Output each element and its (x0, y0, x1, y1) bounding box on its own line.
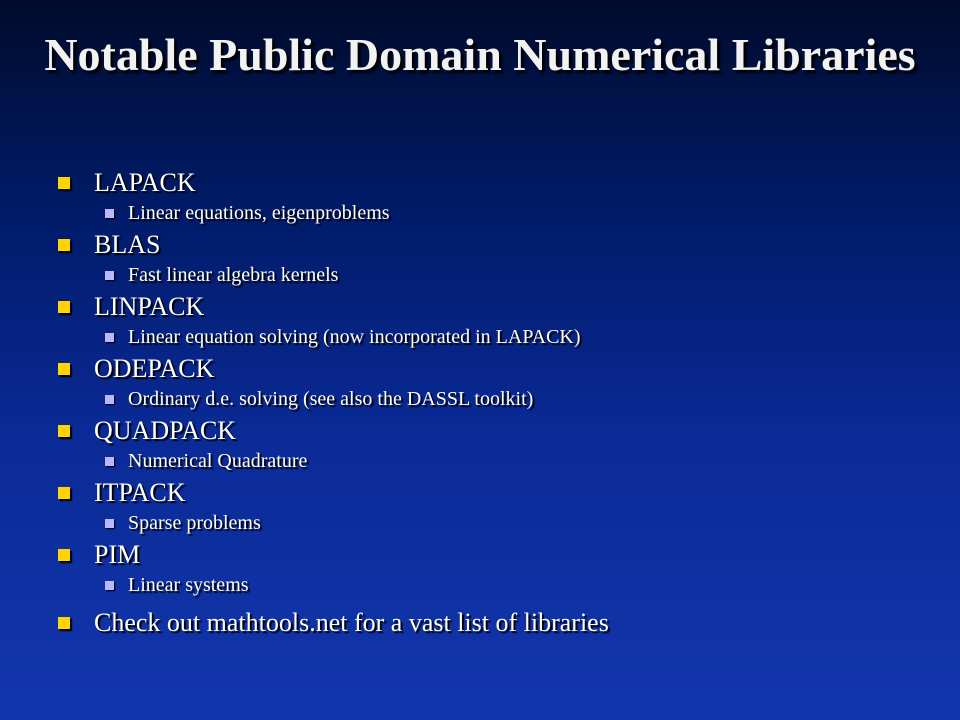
bullet-level1 (58, 477, 938, 508)
bullet-level1 (58, 229, 938, 260)
bullet-sub-label: Linear equations, eigenproblems (128, 202, 390, 224)
bullet-level1 (58, 539, 938, 570)
square-bullet-icon (58, 301, 70, 313)
bullet-sub-label: Linear equation solving (now incorporated in LAPACK) (128, 326, 581, 348)
bullet-sub-label: Ordinary d.e. solving (see also the DASSL toolkit) (128, 388, 534, 410)
list-item-itpack (58, 477, 938, 539)
square-bullet-icon (58, 617, 70, 629)
square-bullet-icon (58, 487, 70, 499)
bullet-level2 (58, 322, 938, 353)
square-bullet-icon (105, 457, 114, 466)
bullet-label: QUADPACK (94, 415, 237, 445)
bullet-level1 (58, 291, 938, 322)
bullet-level1 (58, 607, 938, 638)
list-item-closing (58, 607, 938, 638)
bullet-list (58, 167, 938, 638)
bullet-sub-label: Sparse problems (128, 512, 261, 534)
bullet-sub-label: Fast linear algebra kernels (128, 264, 339, 286)
bullet-label: ODEPACK (94, 353, 215, 383)
square-bullet-icon (105, 333, 114, 342)
square-bullet-icon (58, 549, 70, 561)
square-bullet-icon (58, 425, 70, 437)
square-bullet-icon (105, 519, 114, 528)
bullet-label: LAPACK (94, 167, 196, 197)
square-bullet-icon (105, 395, 114, 404)
bullet-label: PIM (94, 539, 141, 569)
square-bullet-icon (58, 177, 70, 189)
bullet-level2 (58, 198, 938, 229)
square-bullet-icon (105, 271, 114, 280)
list-item-pim (58, 539, 938, 601)
bullet-level1 (58, 167, 938, 198)
bullet-label: LINPACK (94, 291, 205, 321)
square-bullet-icon (58, 239, 70, 251)
list-item-linpack (58, 291, 938, 353)
square-bullet-icon (58, 363, 70, 375)
bullet-label: Check out mathtools.net for a vast list of libraries (94, 607, 609, 637)
bullet-sub-label: Numerical Quadrature (128, 450, 308, 472)
list-item-lapack (58, 167, 938, 229)
bullet-label: ITPACK (94, 477, 186, 507)
square-bullet-icon (105, 581, 114, 590)
bullet-level1 (58, 415, 938, 446)
bullet-level2 (58, 570, 938, 601)
list-item-quadpack (58, 415, 938, 477)
list-item-odepack (58, 353, 938, 415)
bullet-level2 (58, 508, 938, 539)
square-bullet-icon (105, 209, 114, 218)
bullet-level2 (58, 384, 938, 415)
list-item-blas (58, 229, 938, 291)
bullet-level1 (58, 353, 938, 384)
bullet-level2 (58, 260, 938, 291)
bullet-sub-label: Linear systems (128, 574, 249, 596)
bullet-label: BLAS (94, 229, 161, 259)
slide-title: Notable Public Domain Numerical Libraries (44, 29, 916, 80)
bullet-level2 (58, 446, 938, 477)
